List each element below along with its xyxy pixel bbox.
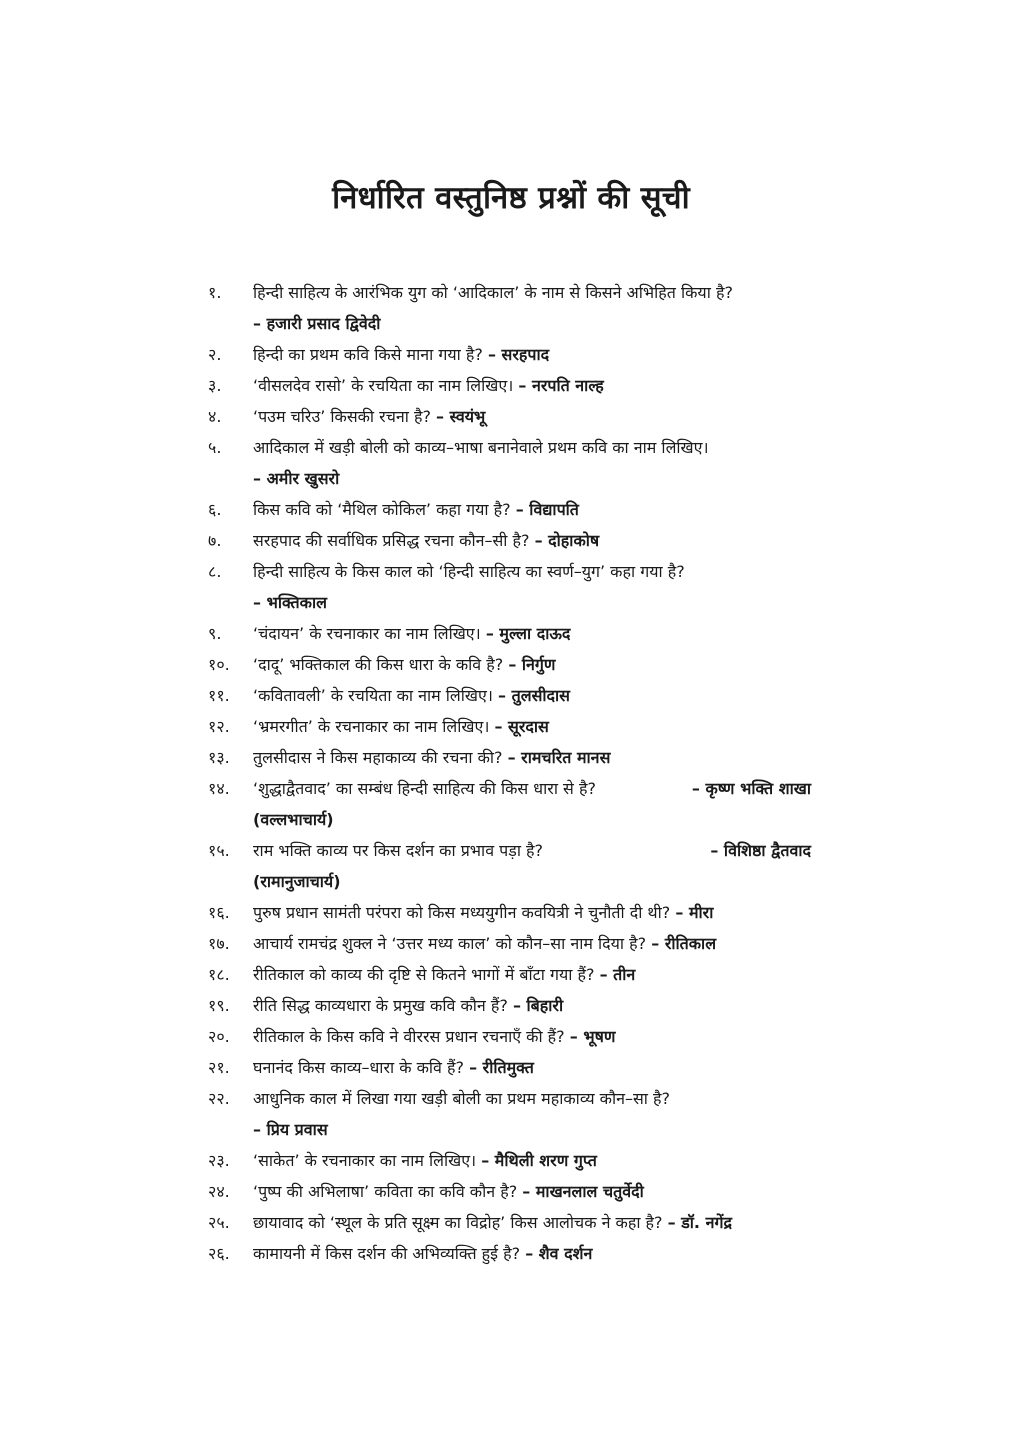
list-item	[0, 494, 1022, 525]
question-line	[0, 556, 1022, 587]
question-line	[0, 339, 1022, 370]
question-text-part: ‘पउम चरिउ’ किसकी रचना है?	[253, 407, 431, 426]
question-text: आधुनिक काल में लिखा गया खड़ी बोली का प्रथम महाकाव्य कौन–सा है?	[253, 1089, 670, 1108]
question-line	[0, 618, 1022, 649]
question-text-part: तुलसीदास ने किस महाकाव्य की रचना की?	[253, 748, 503, 767]
answer-text: – डॉ. नगेंद्र	[667, 1213, 732, 1232]
answer-text: – रीतिमुक्त	[469, 1058, 534, 1077]
question-text: हिन्दी साहित्य के किस काल को ‘हिन्दी साहित्य का स्वर्ण–युग’ कहा गया है?	[253, 562, 685, 581]
question-number: १२.	[208, 717, 230, 736]
answer-text-continued: (वल्लभाचार्य)	[253, 810, 334, 829]
list-item	[0, 711, 1022, 742]
question-text	[253, 773, 811, 804]
list-item	[0, 339, 1022, 370]
question-text	[253, 959, 635, 990]
answer-text: – भूषण	[569, 1027, 616, 1046]
list-item	[0, 1176, 1022, 1207]
list-item	[0, 1083, 1022, 1145]
question-text	[253, 370, 604, 401]
list-item	[0, 1052, 1022, 1083]
question-line	[0, 742, 1022, 773]
question-text	[253, 1052, 534, 1083]
list-item	[0, 649, 1022, 680]
question-text	[253, 711, 549, 742]
question-text: हिन्दी साहित्य के आरंभिक युग को ‘आदिकाल’ के नाम से किसने अभिहित किया है?	[253, 283, 733, 302]
list-item	[0, 1145, 1022, 1176]
question-line	[0, 711, 1022, 742]
question-number: २०.	[208, 1027, 230, 1046]
question-text-part: घनानंद किस काव्य–धारा के कवि हैं?	[253, 1058, 464, 1077]
question-number: २.	[208, 345, 222, 364]
question-text-part: छायावाद को ‘स्थूल के प्रति सूक्ष्म का विद्रोह’ किस आलोचक ने कहा है?	[253, 1213, 663, 1232]
list-item	[0, 432, 1022, 494]
question-text	[253, 339, 549, 370]
question-text-part: ‘कवितावली’ के रचयिता का नाम लिखिए।	[253, 686, 493, 705]
question-number: २५.	[208, 1213, 230, 1232]
question-text-part: हिन्दी का प्रथम कवि किसे माना गया है?	[253, 345, 483, 364]
question-text	[253, 835, 811, 866]
question-number: ८.	[208, 562, 222, 581]
question-text-part: ‘शुद्धाद्वैतवाद’ का सम्बंध हिन्दी साहित्य की किस धारा से है?	[253, 779, 596, 798]
question-line	[0, 990, 1022, 1021]
question-text-part: राम भक्ति काव्य पर किस दर्शन का प्रभाव पड़ा है?	[253, 841, 544, 860]
question-text	[253, 1207, 732, 1238]
answer-text: – बिहारी	[512, 996, 564, 1015]
question-text	[253, 1145, 597, 1176]
answer-text: – शैव दर्शन	[525, 1244, 593, 1263]
question-line	[0, 1238, 1022, 1269]
answer-text-continued: (रामानुजाचार्य)	[253, 872, 341, 891]
question-line	[0, 680, 1022, 711]
answer-text: – विशिष्ठा द्वैतवाद	[710, 841, 811, 860]
question-number: २३.	[208, 1151, 230, 1170]
question-number: ११.	[208, 686, 230, 705]
list-item	[0, 1207, 1022, 1238]
answer-text: – प्रिय प्रवास	[253, 1120, 328, 1139]
question-number: २२.	[208, 1089, 230, 1108]
answer-text: – तीन	[599, 965, 636, 984]
question-number: १७.	[208, 934, 230, 953]
question-text-part: ‘वीसलदेव रासो’ के रचयिता का नाम लिखिए।	[253, 376, 514, 395]
answer-text: – सरहपाद	[487, 345, 550, 364]
answer-text: – सूरदास	[494, 717, 549, 736]
question-number: १६.	[208, 903, 230, 922]
question-line	[0, 959, 1022, 990]
question-line	[0, 1021, 1022, 1052]
answer-text: – नरपति नाल्ह	[518, 376, 604, 395]
list-item	[0, 401, 1022, 432]
question-text	[253, 928, 716, 959]
question-line	[0, 401, 1022, 432]
answer-text: – रामचरित मानस	[507, 748, 611, 767]
question-text-part: ‘दादू’ भक्तिकाल की किस धारा के कवि है?	[253, 655, 504, 674]
answer-text: – स्वयंभू	[436, 407, 486, 426]
answer-text: – कृष्ण भक्ति शाखा	[691, 779, 811, 798]
list-item	[0, 680, 1022, 711]
answer-line	[0, 1114, 1022, 1145]
question-text-part: सरहपाद की सर्वाधिक प्रसिद्ध रचना कौन–सी है?	[253, 531, 530, 550]
question-number: १३.	[208, 748, 230, 767]
question-number: ५.	[208, 438, 222, 457]
question-number: १५.	[208, 841, 230, 860]
page-title: निर्धारित वस्तुनिष्ठ प्रश्नों की सूची	[332, 180, 690, 216]
list-item	[0, 990, 1022, 1021]
answer-text: – विद्यापति	[515, 500, 579, 519]
answer-text: – मुल्ला दाऊद	[485, 624, 571, 643]
question-text	[253, 401, 485, 432]
question-text-part: रीतिकाल को काव्य की दृष्टि से कितने भागों में बाँटा गया हैं?	[253, 965, 595, 984]
answer-text: – मैथिली शरण गुप्त	[481, 1151, 597, 1170]
answer-line	[0, 308, 1022, 339]
question-text-part: ‘पुष्प की अभिलाषा’ कविता का कवि कौन है?	[253, 1182, 518, 1201]
answer-text: – मीरा	[675, 903, 714, 922]
question-text	[253, 680, 570, 711]
answer-text: – माखनलाल चतुर्वेदी	[522, 1182, 644, 1201]
answer-line	[0, 587, 1022, 618]
question-number: १९.	[208, 996, 230, 1015]
question-number: ९.	[208, 624, 222, 643]
question-number: १८.	[208, 965, 230, 984]
question-text-part: कामायनी में किस दर्शन की अभिव्यक्ति हुई है?	[253, 1244, 521, 1263]
question-line	[0, 928, 1022, 959]
list-item	[0, 556, 1022, 618]
question-line	[0, 370, 1022, 401]
question-text	[253, 1176, 644, 1207]
question-text	[253, 1238, 592, 1269]
list-item	[0, 928, 1022, 959]
question-number: २४.	[208, 1182, 230, 1201]
question-text	[253, 990, 563, 1021]
question-text	[253, 742, 610, 773]
answer-text: – निर्गुण	[508, 655, 556, 674]
question-number: १.	[208, 283, 222, 302]
answer-text: – भक्तिकाल	[253, 593, 327, 612]
list-item	[0, 618, 1022, 649]
list-item	[0, 370, 1022, 401]
answer-line	[0, 866, 1022, 897]
answer-line	[0, 463, 1022, 494]
question-text	[253, 1021, 615, 1052]
question-line	[0, 277, 1022, 308]
answer-text: – रीतिकाल	[651, 934, 717, 953]
question-line	[0, 835, 1022, 866]
list-item	[0, 742, 1022, 773]
question-number: ६.	[208, 500, 222, 519]
list-item	[0, 897, 1022, 928]
question-line	[0, 649, 1022, 680]
question-text	[253, 525, 599, 556]
question-text-part: रीतिकाल के किस कवि ने वीररस प्रधान रचनाएँ की हैं?	[253, 1027, 565, 1046]
question-line	[0, 773, 1022, 804]
question-number: २१.	[208, 1058, 230, 1077]
answer-text: – अमीर खुसरो	[253, 469, 340, 488]
question-line	[0, 1052, 1022, 1083]
question-line	[0, 525, 1022, 556]
answer-line	[0, 804, 1022, 835]
answer-text: – दोहाकोष	[534, 531, 600, 550]
answer-text: – हजारी प्रसाद द्विवेदी	[253, 314, 381, 333]
question-line	[0, 1207, 1022, 1238]
question-line	[0, 1176, 1022, 1207]
list-item	[0, 835, 1022, 897]
answer-text: – तुलसीदास	[498, 686, 570, 705]
question-text	[253, 618, 570, 649]
question-list	[0, 277, 1022, 1269]
list-item	[0, 1021, 1022, 1052]
question-line	[0, 1083, 1022, 1114]
question-number: ३.	[208, 376, 222, 395]
question-number: ४.	[208, 407, 222, 426]
question-text: आदिकाल में खड़ी बोली को काव्य–भाषा बनानेवाले प्रथम कवि का नाम लिखिए।	[253, 438, 709, 457]
question-text-part: ‘साकेत’ के रचनाकार का नाम लिखिए।	[253, 1151, 477, 1170]
question-text-part: किस कवि को ‘मैथिल कोकिल’ कहा गया है?	[253, 500, 511, 519]
question-text	[253, 897, 713, 928]
list-item	[0, 959, 1022, 990]
question-text-part: ‘भ्रमरगीत’ के रचनाकार का नाम लिखिए।	[253, 717, 490, 736]
question-number: १०.	[208, 655, 230, 674]
question-text-part: ‘चंदायन’ के रचनाकार का नाम लिखिए।	[253, 624, 481, 643]
question-number: २६.	[208, 1244, 230, 1263]
question-number: ७.	[208, 531, 222, 550]
list-item	[0, 1238, 1022, 1269]
list-item	[0, 277, 1022, 339]
list-item	[0, 525, 1022, 556]
question-line	[0, 897, 1022, 928]
question-line	[0, 432, 1022, 463]
question-text-part: आचार्य रामचंद्र शुक्ल ने ‘उत्तर मध्य काल’ को कौन–सा नाम दिया है?	[253, 934, 647, 953]
question-number: १४.	[208, 779, 230, 798]
list-item	[0, 773, 1022, 835]
question-text	[253, 649, 556, 680]
question-text-part: रीति सिद्ध काव्यधारा के प्रमुख कवि कौन हैं?	[253, 996, 508, 1015]
question-line	[0, 494, 1022, 525]
question-text-part: पुरुष प्रधान सामंती परंपरा को किस मध्ययुगीन कवयित्री ने चुनौती दी थी?	[253, 903, 671, 922]
question-text	[253, 494, 579, 525]
question-line	[0, 1145, 1022, 1176]
